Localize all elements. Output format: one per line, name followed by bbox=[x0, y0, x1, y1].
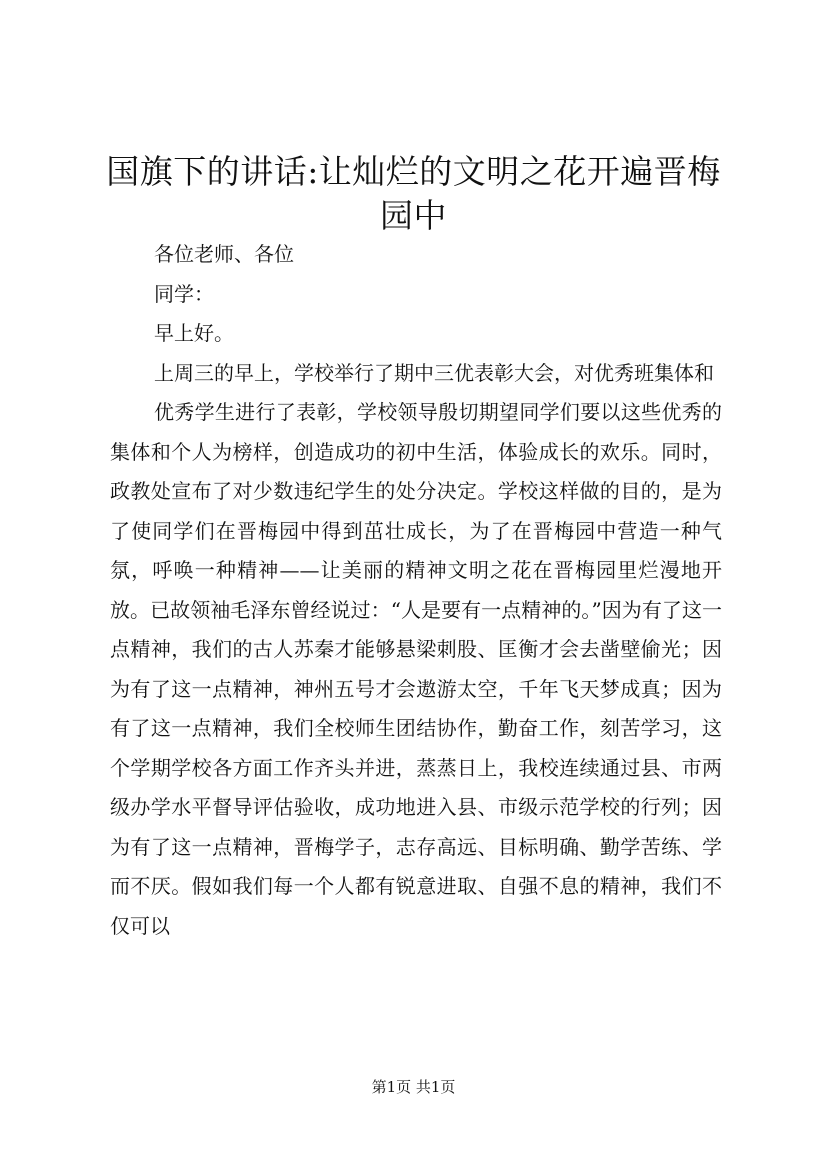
salutation-line-2: 同学： bbox=[154, 281, 214, 306]
salutation-line-1: 各位老师、各位 bbox=[154, 242, 294, 266]
document-body bbox=[110, 235, 722, 946]
document-title: 国旗下的讲话:让灿烂的文明之花开遍晋梅园中 bbox=[106, 152, 721, 235]
page-footer: 第1页 共1页 bbox=[371, 1078, 456, 1096]
body-paragraph-1: 上周三的早上，学校举行了期中三优表彰大会，对优秀班集体和 bbox=[154, 360, 714, 385]
greeting: 早上好。 bbox=[154, 321, 234, 345]
body-paragraph-2: 优秀学生进行了表彰，学校领导殷切期望同学们要以这些优秀的集体和个人为榜样，创造成功的初中生活，体验成长的欢乐。同时，政教处宣布了对少数违纪学生的处分决定。学校这样做的目的，是为了使同学们在晋梅园中得到茁壮成长，为了在晋梅园中营造一种气氛，呼唤一种精神——让美丽的精神文明之花在晋梅园里烂漫地开放。已故领袖毛泽东曾经说过：“人是要有一点精神的。”因为有了这一点精神，我们的古人苏秦才能够悬梁刺股、匡衡才会去凿壁偷光；因为有了这一点精神，神州五号才会遨游太空，千年飞天梦成真；因为有了这一点精神，我们全校师生团结协作，勤奋工作，刻苦学习，这个学期学校各方面工作齐头并进，蒸蒸日上，我校连续通过县、市两级办学水平督导评估验收，成功地进入县、市级示范学校的行列；因为有了这一点精神，晋梅学子，志存高远、目标明确、勤学苦练、学而不厌。假如我们每一个人都有锐意进取、自强不息的精神，我们不仅可以 bbox=[110, 400, 722, 938]
